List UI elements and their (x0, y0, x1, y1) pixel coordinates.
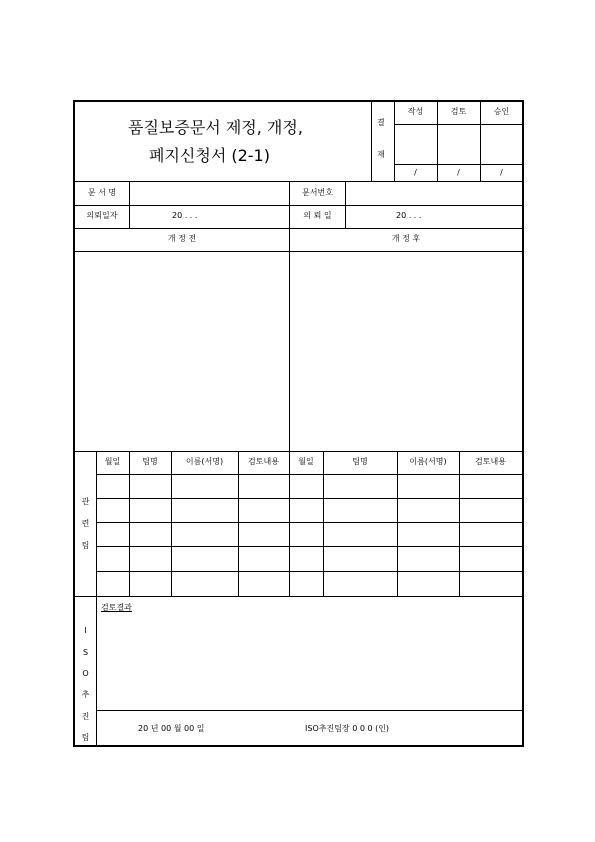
approval-side-label-1: 결 (377, 118, 385, 127)
related-header-name-2: 이름(서명) (409, 457, 447, 466)
received-date-label: 의 뢰 일 (303, 211, 332, 220)
request-date-field[interactable]: 20 . . . (172, 211, 198, 220)
approval-side-label-2: 재 (377, 150, 385, 159)
related-header-review-1: 검토내용 (248, 457, 279, 466)
iso-team-label-4: 추 (81, 690, 90, 699)
related-header-team-2: 팀명 (352, 457, 368, 466)
iso-team-label-6: 팀 (81, 733, 90, 742)
request-date-label: 의뢰일자 (86, 211, 118, 220)
related-team-label-1: 관 (81, 497, 90, 506)
approval-header-review: 검토 (450, 107, 467, 116)
approval-sign-approve[interactable] (481, 125, 522, 164)
related-header-review-2: 검토내용 (475, 457, 506, 466)
received-date-field[interactable]: 20 . . . (396, 211, 422, 220)
approval-date-approve[interactable]: / (500, 168, 503, 177)
form-title-line-2: 폐지신청서 (2-1) (149, 146, 270, 165)
related-team-entry-grid[interactable] (97, 475, 522, 596)
related-header-name-1: 이름(서명) (185, 457, 224, 466)
revision-before-label: 개 정 전 (167, 234, 197, 243)
doc-number-field[interactable] (346, 182, 522, 205)
approval-sign-review[interactable] (438, 125, 480, 164)
doc-name-label: 문 서 명 (87, 188, 117, 197)
approval-date-review[interactable]: / (457, 168, 460, 177)
review-result-content[interactable] (97, 616, 522, 710)
iso-team-label-1: I (84, 626, 87, 635)
revision-before-content[interactable] (75, 252, 289, 451)
iso-team-label-3: O (82, 669, 89, 678)
related-header-date-1: 월일 (104, 457, 121, 466)
iso-date-line[interactable]: 20 년 00 월 00 일 (138, 724, 205, 733)
iso-sign-line[interactable]: ISO추진팀장 0 0 0 (인) (305, 724, 390, 733)
related-header-team-1: 팀명 (142, 457, 158, 466)
doc-number-label: 문서번호 (302, 188, 333, 197)
review-result-label: 검토결과 (101, 603, 132, 612)
form-title-line-1: 품질보증문서 제정, 개정, (128, 118, 303, 137)
approval-header-approve: 승인 (493, 107, 510, 116)
iso-team-label-5: 진 (81, 712, 90, 721)
related-team-label-3: 팀 (81, 541, 90, 550)
approval-date-author[interactable]: / (414, 168, 417, 177)
iso-team-label-2: S (82, 648, 89, 657)
revision-after-label: 개 정 후 (391, 234, 421, 243)
related-team-label-2: 련 (81, 519, 90, 528)
doc-name-field[interactable] (130, 182, 289, 205)
revision-after-content[interactable] (290, 252, 522, 451)
approval-sign-author[interactable] (395, 125, 437, 164)
approval-header-author: 작성 (407, 107, 424, 116)
related-header-date-2: 월일 (298, 457, 314, 466)
